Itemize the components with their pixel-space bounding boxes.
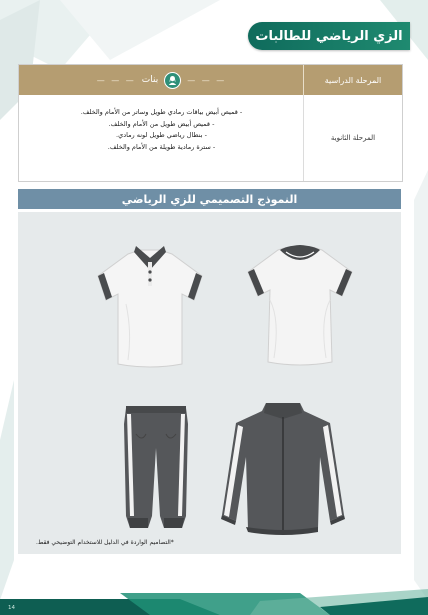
polo-shirt-icon: [90, 242, 210, 372]
page-title-text: الزي الرياضي للطالبات: [255, 28, 403, 44]
section-title: [18, 189, 401, 209]
table-cell-items: [29, 107, 294, 153]
uniform-table: [18, 64, 403, 182]
track-jacket-icon: [218, 397, 348, 537]
uniform-item: - بنطال رياضي طويل لونه رمادي.: [116, 131, 207, 139]
uniform-item: - سترة رمادية طويلة من الأمام والخلف.: [107, 142, 216, 151]
column-header-stage: المرحلة الدراسية: [303, 65, 402, 95]
column-header-girls: — — — بنات — — —: [19, 65, 304, 95]
page-title: [248, 22, 410, 50]
girl-avatar-icon: [164, 72, 181, 89]
uniform-item: - قميص أبيض بياقات رمادي طويل وساتر من الأمام والخلف.: [80, 108, 243, 116]
section-title-text: النموذج التصميمي للزي الرياضي: [121, 192, 298, 206]
disclaimer-note: *التصاميم الواردة في الدليل للاستخدام التوضيحي فقط.: [36, 539, 174, 546]
girls-label: بنات: [141, 75, 159, 85]
uniform-item: - قميص أبيض طويل من الأمام والخلف.: [108, 119, 215, 128]
track-pants-icon: [116, 404, 196, 534]
uniform-showcase: [18, 212, 401, 554]
table-cell-stage: المرحلة الثانوية: [303, 95, 402, 181]
page-number: 14: [8, 605, 15, 611]
table-header-row: [19, 65, 402, 95]
tshirt-icon: [240, 240, 360, 370]
footer-band: [0, 585, 428, 615]
